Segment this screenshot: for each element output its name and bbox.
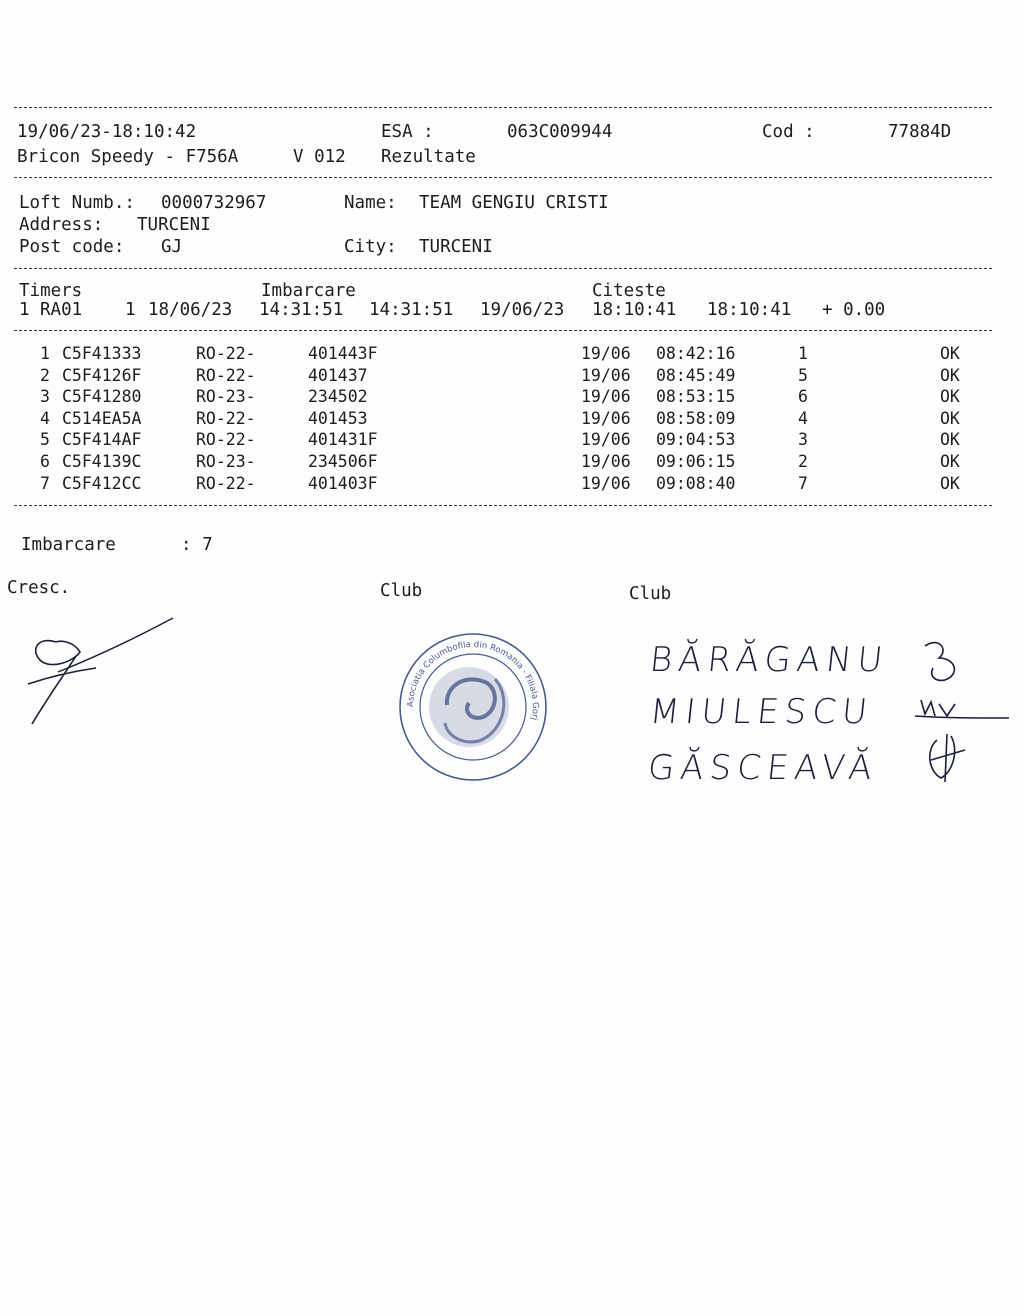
status-ok: OK [940, 409, 960, 428]
summary-imbarcare-value: : 7 [181, 535, 213, 555]
ring-number: 234502 [308, 387, 368, 406]
row-number: 5 [40, 430, 50, 449]
arrival-time: 08:42:16 [656, 344, 736, 363]
arrival-time: 08:53:15 [656, 387, 736, 406]
ring-prefix: RO-23- [196, 452, 256, 471]
arrival-place: 4 [798, 409, 808, 428]
ring-number: 401437 [308, 366, 368, 385]
rule-loft [14, 268, 992, 269]
imbarcare-time-1: 14:31:51 [259, 300, 344, 320]
ring-number: 401453 [308, 409, 368, 428]
rule-timers [14, 330, 992, 331]
arrival-time: 09:06:15 [656, 452, 736, 471]
status-ok: OK [940, 430, 960, 449]
summary-imbarcare-label: Imbarcare [21, 535, 116, 555]
status-ok: OK [940, 366, 960, 385]
chip-id: C5F4139C [62, 452, 142, 471]
ring-number: 234506F [308, 452, 378, 471]
timer-id: RA01 [40, 300, 83, 320]
arrival-place: 7 [798, 474, 808, 493]
ring-prefix: RO-22- [196, 474, 256, 493]
timers-header: Timers [19, 281, 83, 301]
arrival-time: 09:04:53 [656, 430, 736, 449]
arrival-date: 19/06 [581, 409, 631, 428]
citeste-time-1: 18:10:41 [592, 300, 677, 320]
arrival-date: 19/06 [581, 366, 631, 385]
post-code-value: GJ [161, 237, 183, 257]
rule-results [14, 505, 992, 506]
imbarcare-date: 18/06/23 [148, 300, 233, 320]
row-number: 7 [40, 474, 50, 493]
arrival-place: 1 [798, 344, 808, 363]
cresc-label: Cresc. [7, 578, 71, 598]
club-label-2: Club [629, 584, 672, 604]
chip-id: C5F414AF [62, 430, 142, 449]
chip-id: C5F4126F [62, 366, 142, 385]
imbarcare-header: Imbarcare [261, 281, 356, 301]
ring-number: 401431F [308, 430, 378, 449]
arrival-date: 19/06 [581, 430, 631, 449]
handwritten-name-3: GĂSCEAVĂ [645, 748, 880, 788]
status-ok: OK [940, 474, 960, 493]
cod-label: Cod : [762, 122, 815, 142]
arrival-date: 19/06 [581, 344, 631, 363]
cod-value: 77884D [888, 122, 952, 142]
imbarcare-time-2: 14:31:51 [369, 300, 454, 320]
ring-number: 401403F [308, 474, 378, 493]
citeste-time-2: 18:10:41 [707, 300, 792, 320]
row-number: 6 [40, 452, 50, 471]
rule-top [14, 107, 992, 108]
chip-id: C5F41333 [62, 344, 142, 363]
citeste-date: 19/06/23 [480, 300, 565, 320]
handwritten-name-2: MIULESCU [647, 692, 875, 732]
post-code-label: Post code: [19, 237, 125, 257]
arrival-date: 19/06 [581, 452, 631, 471]
arrival-time: 08:58:09 [656, 409, 736, 428]
loft-value: 0000732967 [161, 193, 267, 213]
ring-number: 401443F [308, 344, 378, 363]
ring-prefix: RO-22- [196, 366, 256, 385]
status-ok: OK [940, 452, 960, 471]
rule-header [14, 177, 992, 178]
report-datetime: 19/06/23-18:10:42 [17, 122, 197, 142]
city-value: TURCENI [419, 237, 493, 257]
breeder-signature [18, 612, 183, 737]
chip-id: C5F412CC [62, 474, 142, 493]
row-number: 2 [40, 366, 50, 385]
status-ok: OK [940, 387, 960, 406]
status-ok: OK [940, 344, 960, 363]
arrival-place: 2 [798, 452, 808, 471]
address-value: TURCENI [137, 215, 211, 235]
chip-id: C5F41280 [62, 387, 142, 406]
esa-label: ESA : [381, 122, 434, 142]
row-number: 4 [40, 409, 50, 428]
esa-value: 063C009944 [507, 122, 613, 142]
device-name: Bricon Speedy - F756A [17, 147, 239, 167]
name-label: Name: [344, 193, 397, 213]
report-type: Rezultate [381, 147, 476, 167]
handwritten-name-1: BĂRĂGANU [647, 640, 891, 680]
ring-prefix: RO-22- [196, 409, 256, 428]
ring-prefix: RO-22- [196, 344, 256, 363]
ring-prefix: RO-23- [196, 387, 256, 406]
row-number: 1 [40, 344, 50, 363]
address-label: Address: [19, 215, 104, 235]
timer-index: 1 [19, 300, 30, 320]
svg-text:Asociatia Columbofila din Roma: Asociatia Columbofila din Romania - Filiala Gorj [405, 639, 541, 722]
club-stamp [395, 627, 555, 792]
club-initial-signatures [905, 632, 1015, 792]
loft-label: Loft Numb.: [19, 193, 135, 213]
ring-prefix: RO-22- [196, 430, 256, 449]
arrival-place: 5 [798, 366, 808, 385]
arrival-date: 19/06 [581, 387, 631, 406]
arrival-date: 19/06 [581, 474, 631, 493]
timer-offset: + 0.00 [822, 300, 886, 320]
club-label-1: Club [380, 581, 423, 601]
citeste-header: Citeste [592, 281, 666, 301]
device-version: V 012 [293, 147, 346, 167]
arrival-time: 09:08:40 [656, 474, 736, 493]
row-number: 3 [40, 387, 50, 406]
city-label: City: [344, 237, 397, 257]
name-value: TEAM GENGIU CRISTI [419, 193, 609, 213]
arrival-place: 3 [798, 430, 808, 449]
arrival-place: 6 [798, 387, 808, 406]
arrival-time: 08:45:49 [656, 366, 736, 385]
timer-count: 1 [125, 300, 136, 320]
chip-id: C514EA5A [62, 409, 142, 428]
